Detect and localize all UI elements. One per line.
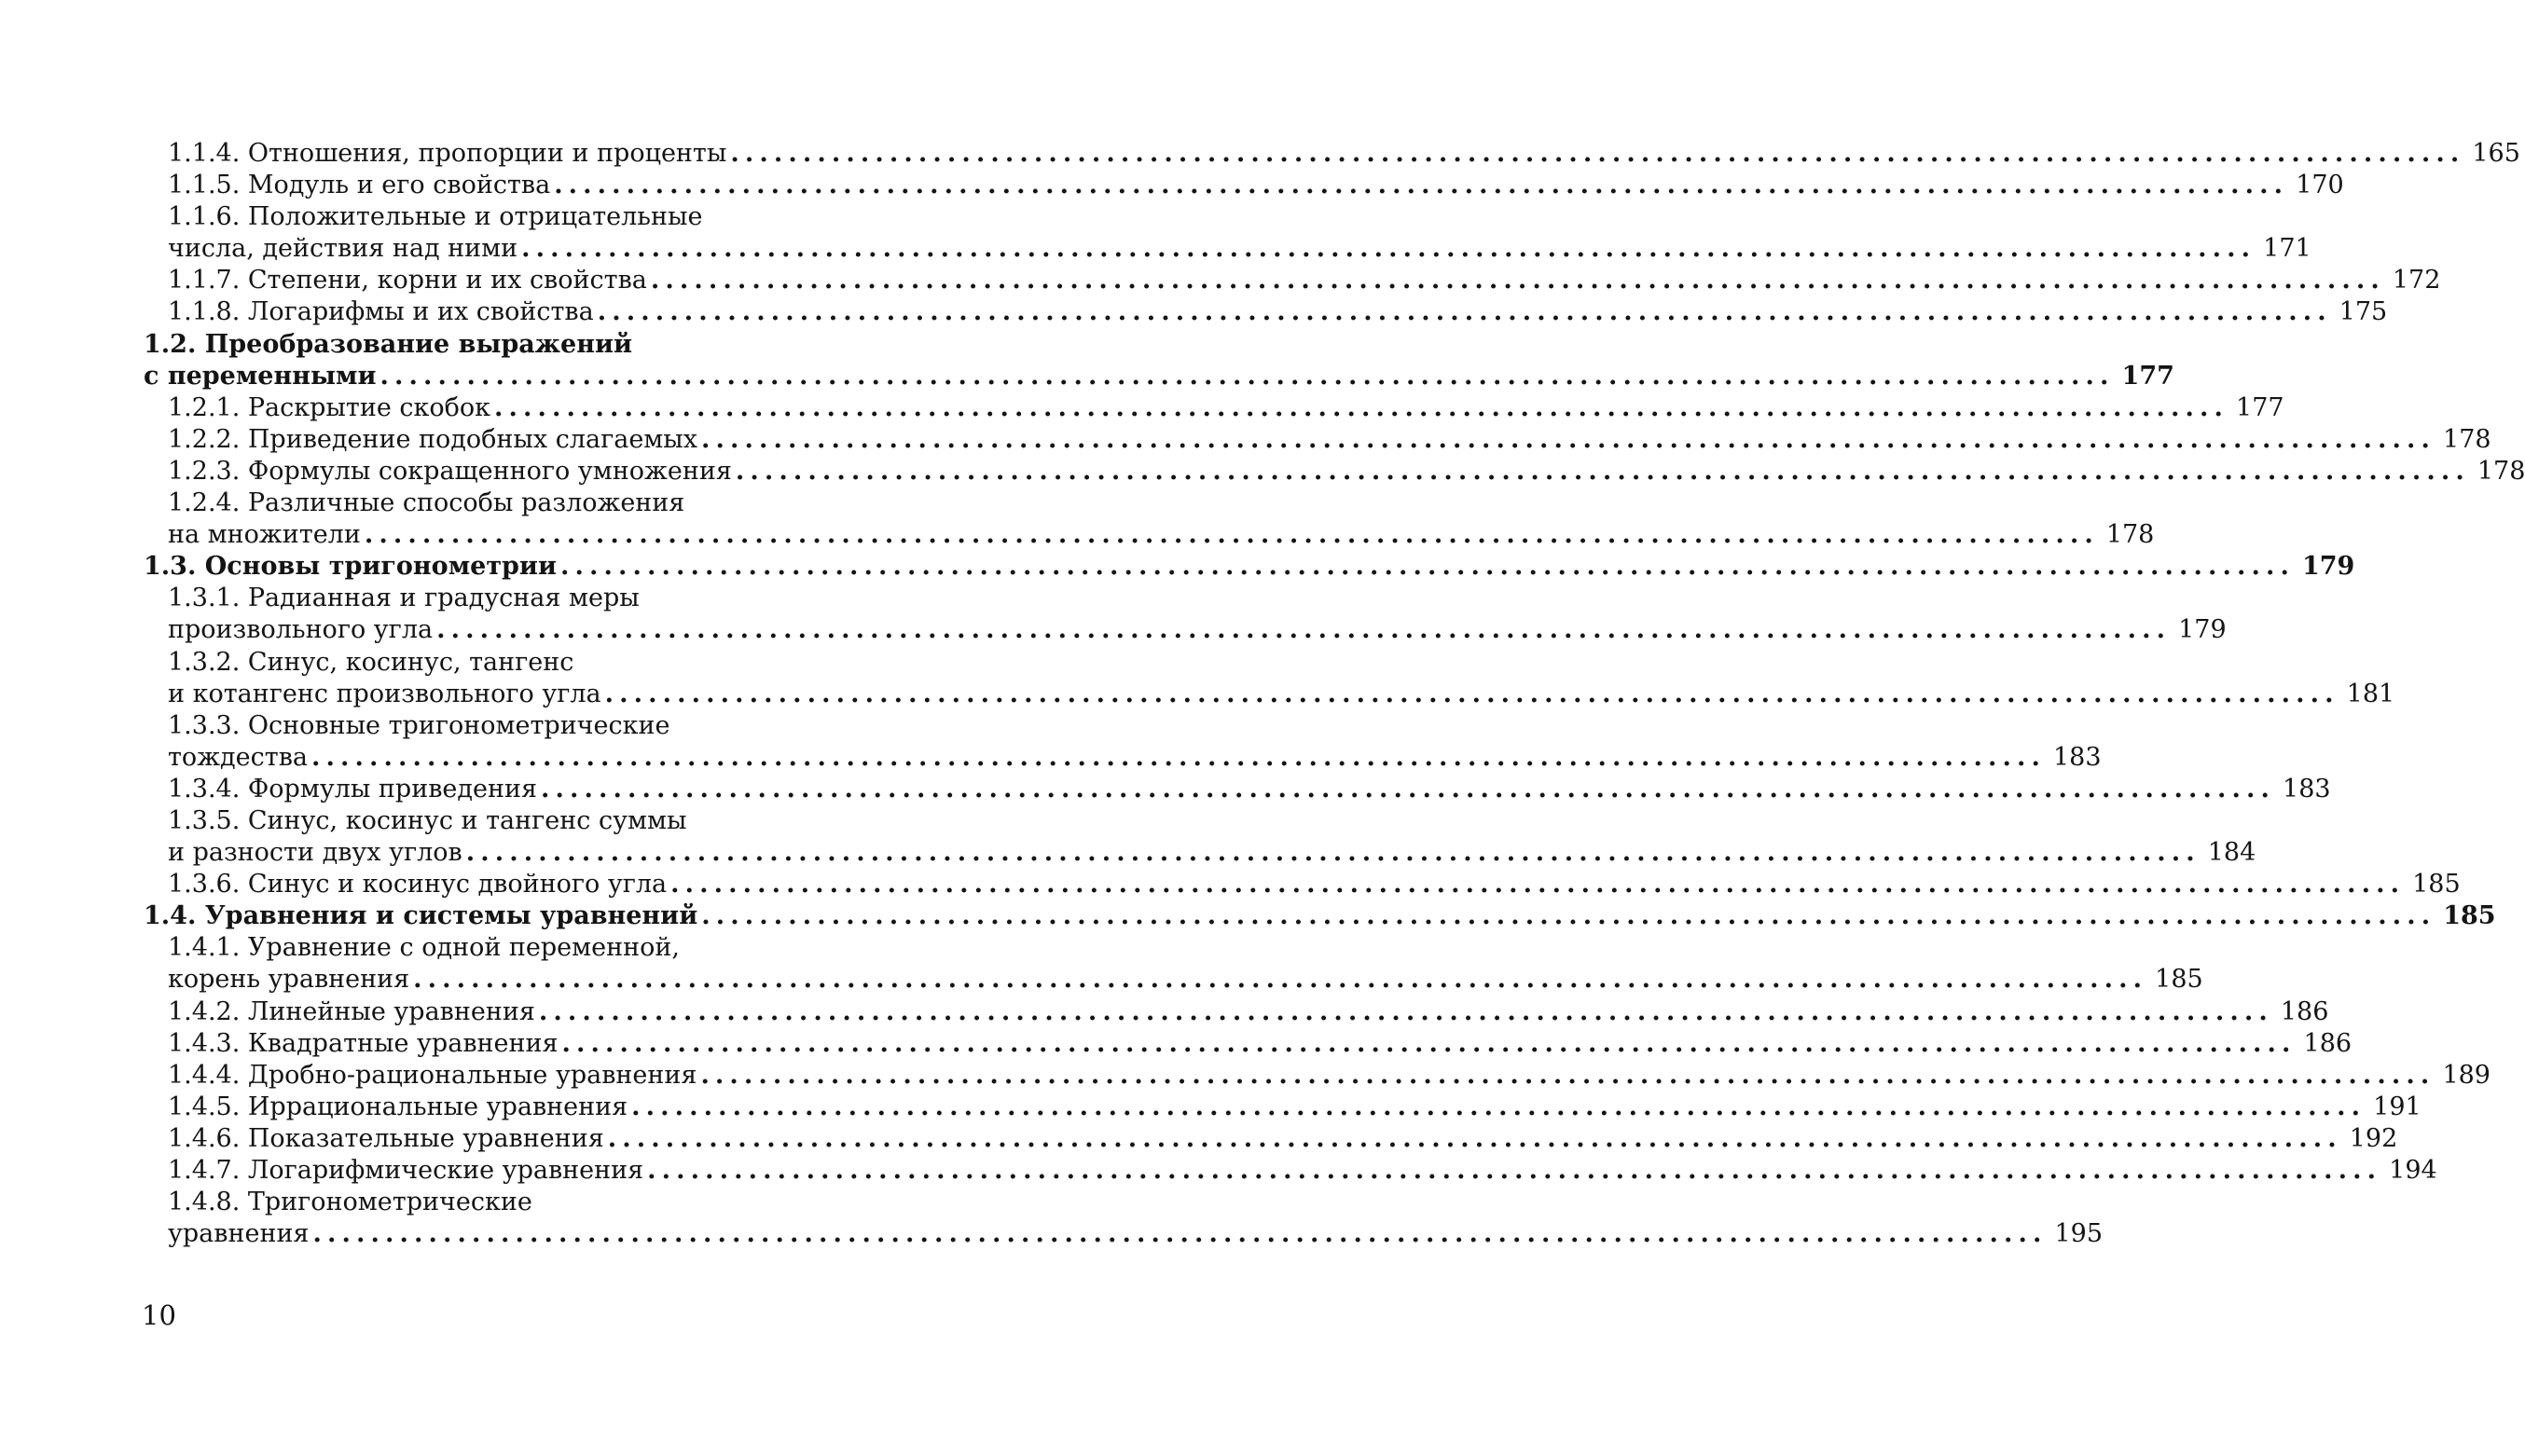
toc-leader-dots: ........................................................................................................................: [312, 1219, 2048, 1249]
toc-entry-line: [144, 679, 2395, 710]
toc-entry-title: 1.2.4. Различные способы разложения: [168, 488, 685, 518]
toc-entry-line: [144, 138, 2520, 170]
toc-section-line: [144, 900, 2496, 932]
toc-entry-line: [144, 614, 2227, 646]
toc-leader-dots: ........................................................................................................................: [559, 552, 2295, 582]
toc-page-number: 177: [2121, 361, 2174, 391]
toc-page-number: 181: [2346, 679, 2395, 708]
toc-entry-title: 1.2.3. Формулы сокращенного умножения: [168, 456, 732, 486]
toc-section-line: [144, 551, 2355, 583]
toc-leader-dots: ........................................................................................................................: [597, 297, 2332, 327]
toc-page-number: 189: [2442, 1060, 2491, 1090]
toc-entry-line: [144, 1092, 2422, 1123]
toc-entry-title: 1.3.4. Формулы приведения: [168, 774, 538, 804]
toc-entry-title: 1.2.1. Раскрытие скобок: [168, 392, 491, 422]
toc-page-number: 175: [2339, 297, 2388, 327]
toc-entry-line: [144, 742, 2102, 774]
toc-entry-line: [144, 201, 807, 233]
toc-page-number: 184: [2207, 838, 2256, 868]
toc-entry-title: 1.1.7. Степени, корни и их свойства: [168, 266, 647, 295]
toc-page-number: 178: [2477, 456, 2525, 486]
toc-entry-line: [144, 424, 2491, 456]
toc-leader-dots: ........................................................................................................................: [538, 996, 2273, 1026]
toc-page-number: 177: [2236, 392, 2284, 422]
toc-leader-dots: ........................................................................................................................: [647, 1156, 2382, 1185]
toc-page-number: 172: [2392, 266, 2441, 295]
toc-entry-title: на множители: [168, 520, 361, 550]
toc-page-number: 165: [2472, 139, 2520, 168]
toc-entry-title: 1.3.1. Радианная и градусная меры: [168, 584, 640, 613]
toc-leader-dots: ........................................................................................................................: [670, 870, 2406, 900]
toc-leader-dots: ........................................................................................................................: [554, 171, 2289, 200]
toc-leader-dots: ........................................................................................................................: [650, 266, 2385, 295]
toc-entry-line: [144, 1060, 2491, 1092]
toc-entry-title: 1.4. Уравнения и системы уравнений: [144, 901, 698, 931]
toc-leader-dots: ........................................................................................................................: [701, 424, 2436, 454]
toc-entry-title: 1.4.1. Уравнение с одной переменной,: [168, 933, 680, 963]
toc-page-number: 185: [2443, 901, 2496, 931]
toc-page-number: 195: [2054, 1219, 2104, 1249]
toc-page-number: 179: [2301, 552, 2355, 582]
toc-entry-title: произвольного угла: [168, 615, 434, 645]
toc-entry-title: уравнения: [168, 1219, 310, 1249]
toc-section-line: [144, 329, 807, 361]
toc-page-number: 183: [2053, 742, 2102, 772]
toc-entry-line: [144, 456, 2525, 488]
toc-entry-line: [144, 837, 2256, 869]
toc-entry-line: [144, 392, 2284, 424]
toc-entry-title: корень уравнения: [168, 965, 410, 995]
toc-entry-title: 1.2.2. Приведение подобных слагаемых: [168, 424, 698, 454]
toc-section-line: [144, 361, 2174, 392]
toc-entry-title: и разности двух углов: [168, 838, 462, 868]
toc-leader-dots: ........................................................................................................................: [413, 965, 2148, 995]
toc-entry-title: 1.1.8. Логарифмы и их свойства: [168, 297, 594, 327]
toc-entry-line: [144, 170, 2344, 201]
toc-leader-dots: ........................................................................................................................: [521, 234, 2256, 264]
toc-entry-line: [144, 1028, 2353, 1060]
toc-leader-dots: ........................................................................................................................: [631, 1092, 2366, 1121]
toc-entry-line: [144, 1218, 2104, 1250]
toc-entry-line: [144, 805, 807, 837]
toc-entry-title: 1.4.2. Линейные уравнения: [168, 996, 535, 1026]
toc-page-number: 186: [2303, 1028, 2353, 1058]
toc-entry-title: 1.3.6. Синус и косинус двойного угла: [168, 870, 668, 900]
toc-leader-dots: ........................................................................................................................: [311, 742, 2046, 772]
toc-leader-dots: ........................................................................................................................: [465, 838, 2201, 868]
toc-entry-line: [144, 774, 2331, 805]
toc-page-number: 194: [2389, 1156, 2437, 1185]
toc-entry-line: [144, 265, 2441, 296]
toc-entry-title: 1.1.5. Модуль и его свойства: [168, 171, 551, 200]
toc-entry-title: и котангенс произвольного угла: [168, 679, 601, 708]
toc-leader-dots: ........................................................................................................................: [700, 1060, 2435, 1090]
toc-page-number: 191: [2373, 1092, 2422, 1121]
toc-page-number: 171: [2263, 234, 2311, 264]
toc-leader-dots: ........................................................................................................................: [607, 1123, 2342, 1153]
toc-leader-dots: ........................................................................................................................: [364, 520, 2099, 550]
toc-page-number: 185: [2412, 870, 2461, 900]
toc-entry-line: [144, 647, 807, 679]
toc-entry-line: [144, 1155, 2437, 1187]
toc-entry-title: тождества: [168, 742, 308, 772]
toc-entry-title: 1.3.2. Синус, косинус, тангенс: [168, 647, 574, 677]
toc-leader-dots: ........................................................................................................................: [701, 901, 2436, 931]
toc-entry-title: 1.3. Основы тригонометрии: [144, 552, 557, 582]
toc-entry-title: 1.2. Преобразование выражений: [144, 329, 633, 359]
toc-leader-dots: ........................................................................................................................: [541, 774, 2276, 804]
toc-page-number: 185: [2155, 965, 2203, 995]
toc-entry-title: числа, действия над ними: [168, 234, 518, 264]
toc-leader-dots: ........................................................................................................................: [561, 1028, 2297, 1058]
toc-entry-title: 1.1.6. Положительные и отрицательные: [168, 202, 703, 232]
toc-entry-line: [144, 1187, 807, 1218]
toc-leader-dots: ........................................................................................................................: [735, 456, 2470, 486]
toc-entry-line: [144, 488, 807, 519]
toc-entry-title: 1.3.3. Основные тригонометрические: [168, 710, 670, 740]
toc-entry-title: с переменными: [144, 361, 377, 391]
toc-page-number: 178: [2105, 520, 2155, 550]
toc-entry-line: [144, 583, 807, 614]
toc-entry-line: [144, 996, 2329, 1028]
toc-page-number: 192: [2349, 1123, 2398, 1153]
toc-page-number: 179: [2178, 615, 2227, 645]
toc-page-number: 170: [2296, 171, 2344, 200]
toc-leader-dots: ........................................................................................................................: [494, 392, 2229, 422]
toc-entry-title: 1.1.4. Отношения, пропорции и проценты: [168, 139, 727, 168]
toc-entry-title: 1.4.5. Иррациональные уравнения: [168, 1092, 628, 1121]
toc-page-number: 178: [2443, 424, 2491, 454]
toc-entry-line: [144, 519, 2155, 551]
toc-leader-dots: ........................................................................................................................: [379, 361, 2115, 391]
toc-entry-line: [144, 1123, 2398, 1155]
table-of-contents: [144, 138, 2525, 1250]
toc-entry-title: 1.3.5. Синус, косинус и тангенс суммы: [168, 805, 687, 835]
toc-entry-title: 1.4.8. Тригонометрические: [168, 1188, 532, 1217]
toc-page-number: 186: [2280, 996, 2329, 1026]
toc-entry-line: [144, 869, 2461, 900]
toc-leader-dots: ........................................................................................................................: [730, 139, 2465, 168]
toc-leader-dots: ........................................................................................................................: [436, 615, 2172, 645]
toc-leader-dots: ........................................................................................................................: [604, 679, 2339, 708]
toc-entry-line: [144, 296, 2388, 328]
toc-entry-line: [144, 710, 807, 742]
toc-entry-line: [144, 233, 2311, 265]
toc-entry-title: 1.4.3. Квадратные уравнения: [168, 1028, 559, 1058]
toc-page-number: 183: [2283, 774, 2331, 804]
toc-entry-title: 1.4.7. Логарифмические уравнения: [168, 1156, 644, 1185]
page-number: 10: [142, 1299, 176, 1331]
toc-entry-title: 1.4.6. Показательные уравнения: [168, 1123, 604, 1153]
toc-entry-line: [144, 932, 807, 964]
toc-entry-line: [144, 964, 2203, 996]
toc-entry-title: 1.4.4. Дробно-рациональные уравнения: [168, 1060, 697, 1090]
